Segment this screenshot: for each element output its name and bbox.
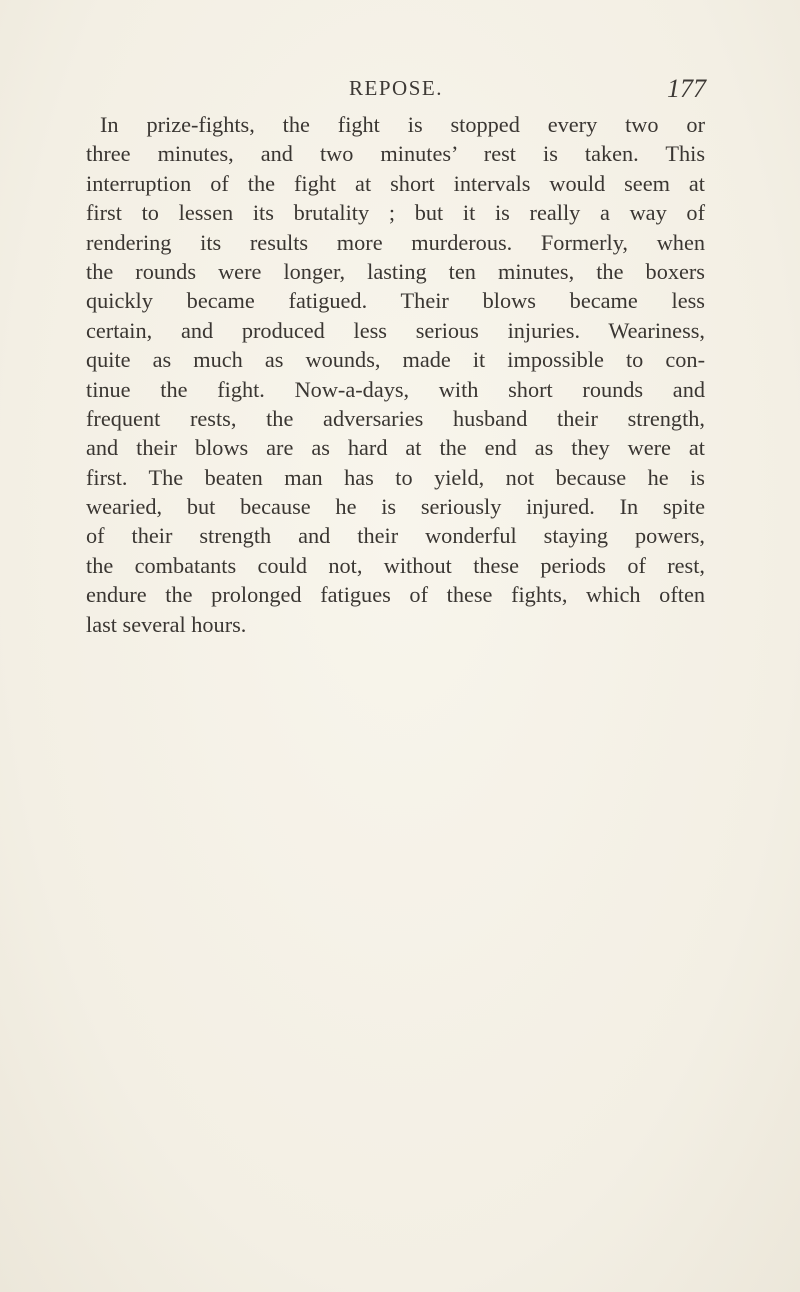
text-line: last several hours. [86,611,247,637]
text-line: frequent rests, the adversaries husband their strength, [86,405,705,431]
text-line: first to lessen its brutality ; but it is really a way of [86,200,705,226]
text-line: quite as much as wounds, made it impossible to con- [86,347,705,373]
body-paragraph [86,110,705,639]
text-line: endure the prolonged fatigues of these fights, which often [86,582,705,608]
text-line: first. The beaten man has to yield, not because he is [86,464,705,490]
text-line: In prize-fights, the fight is stopped every two or [100,112,705,137]
running-title: REPOSE. [349,76,443,100]
text-line: the rounds were longer, lasting ten minutes, the boxers [86,258,705,284]
text-line: certain, and produced less serious injuries. Weariness, [86,317,705,343]
text-line: quickly became fatigued. Their blows became less [86,288,705,314]
running-head [86,76,706,108]
text-line: tinue the fight. Now-a-days, with short rounds and [86,376,705,402]
text-line: wearied, but because he is seriously injured. In spite [86,494,705,520]
text-line: of their strength and their wonderful staying powers, [86,523,705,549]
text-line: interruption of the fight at short intervals would seem at [86,170,705,196]
text-line: three minutes, and two minutes’ rest is taken. This [86,141,705,167]
text-line: rendering its results more murderous. Formerly, when [86,229,705,255]
text-line: the combatants could not, without these periods of rest, [86,552,705,578]
page-number: 177 [667,74,706,103]
text-line: and their blows are as hard at the end as they were at [86,435,705,461]
